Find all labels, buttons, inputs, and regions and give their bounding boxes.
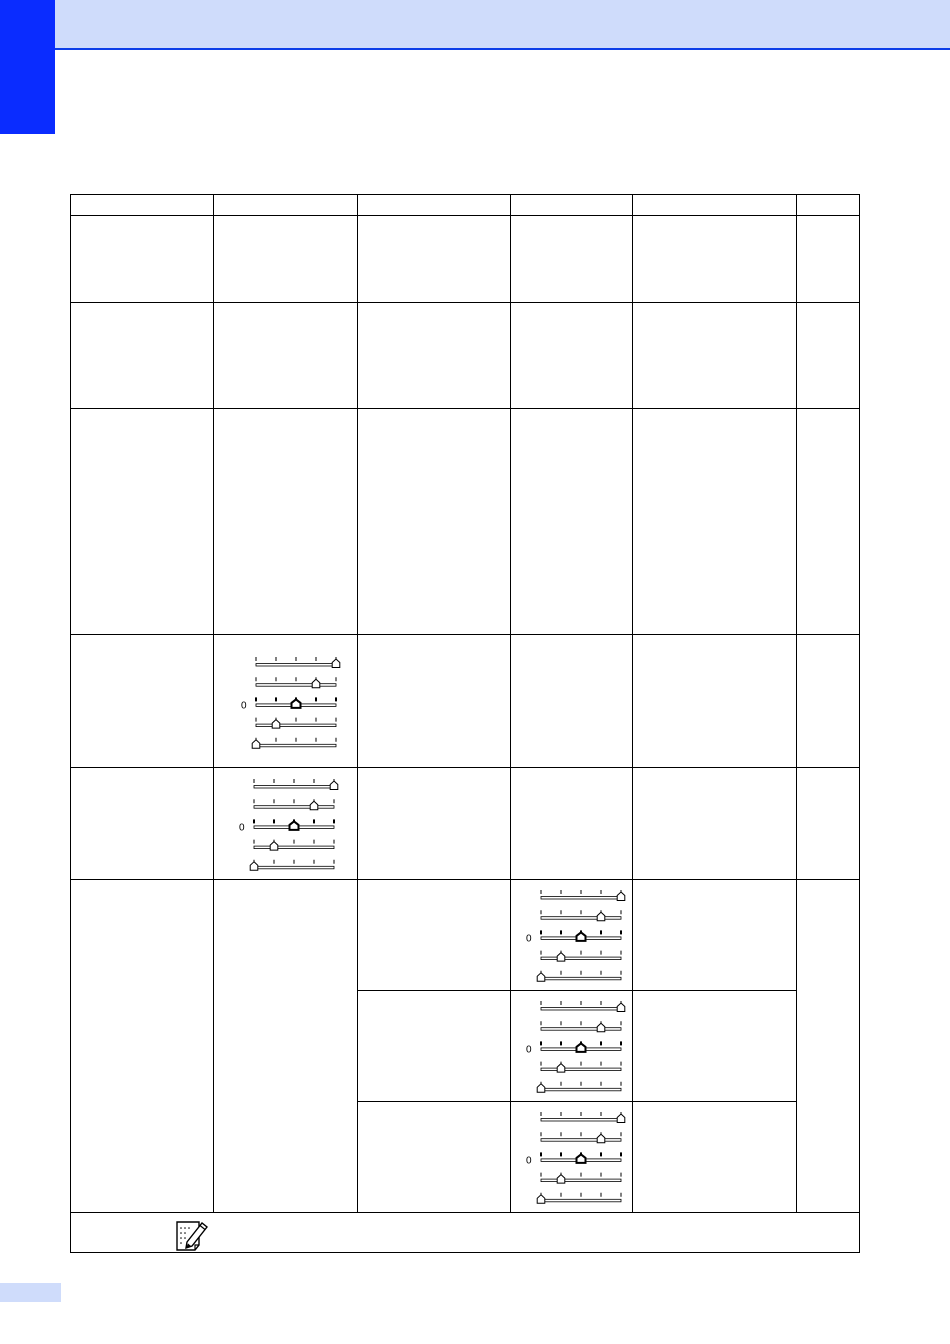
table-border-bottom (70, 1252, 860, 1253)
slider-marker (310, 801, 318, 810)
slider-marker (537, 973, 545, 982)
slider-track (541, 957, 621, 960)
slider-track (254, 806, 334, 809)
slider-marker (577, 1043, 586, 1052)
slider-track (254, 866, 334, 869)
header-row-divider (70, 215, 860, 216)
table-border-right (859, 194, 860, 1253)
slider-track (541, 1119, 621, 1122)
note-pencil-icon (174, 1218, 210, 1252)
row-divider (70, 879, 860, 880)
slider-track (541, 1008, 621, 1011)
slider-marker (597, 1134, 605, 1143)
row-divider (70, 408, 860, 409)
slider-zero-label: 0 (526, 1155, 532, 1167)
slider-marker (312, 679, 320, 688)
table-border-left (70, 194, 71, 1253)
slider-zero-label: 0 (239, 822, 245, 834)
slider-track (541, 977, 621, 980)
level-slider (236, 654, 346, 750)
level-slider (521, 887, 631, 983)
level-slider (521, 998, 631, 1094)
slider-track (541, 1028, 621, 1031)
slider-track (541, 1139, 621, 1142)
level-slider (521, 1109, 631, 1205)
slider-marker (292, 699, 301, 708)
slider-track (541, 1068, 621, 1071)
note-row-divider (70, 1212, 860, 1213)
slider-marker (270, 842, 278, 851)
slider-zero-label: 0 (241, 700, 247, 712)
slider-marker (597, 912, 605, 921)
slider-track (541, 1179, 621, 1182)
slider-track (256, 744, 336, 747)
slider-track (256, 664, 336, 667)
slider-marker (290, 821, 299, 830)
slider-marker (617, 1114, 625, 1123)
column-divider (510, 194, 511, 1213)
slider-zero-label: 0 (526, 933, 532, 945)
slider-marker (597, 1023, 605, 1031)
slider-marker (557, 953, 565, 962)
slider-zero-label: 0 (526, 1044, 532, 1056)
slider-marker (330, 781, 338, 790)
slider-marker (252, 740, 260, 749)
column-divider (357, 194, 358, 1213)
slider-marker (272, 720, 280, 729)
column-divider (632, 194, 633, 1213)
slider-marker (577, 932, 586, 941)
slider-marker (250, 862, 258, 871)
slider-track (541, 897, 621, 900)
slider-track (541, 1088, 621, 1091)
slider-marker (577, 1154, 586, 1163)
row-divider (70, 302, 860, 303)
subrow-divider (357, 1101, 797, 1102)
row-divider (70, 767, 860, 768)
table-border-top (70, 194, 860, 195)
slider-track (541, 1199, 621, 1202)
row-divider (70, 634, 860, 635)
slider-track (254, 846, 334, 849)
slider-marker (537, 1195, 545, 1204)
slider-marker (537, 1084, 545, 1093)
slider-marker (557, 1064, 565, 1073)
slider-marker (332, 659, 340, 668)
slider-track (254, 786, 334, 789)
slider-marker (617, 892, 625, 901)
column-divider (796, 194, 797, 1213)
subrow-divider (357, 990, 797, 991)
column-divider (213, 194, 214, 1213)
slider-marker (617, 1003, 625, 1012)
slider-marker (557, 1175, 565, 1184)
slider-track (256, 684, 336, 687)
slider-track (256, 724, 336, 727)
level-slider (234, 776, 344, 872)
slider-track (541, 917, 621, 920)
